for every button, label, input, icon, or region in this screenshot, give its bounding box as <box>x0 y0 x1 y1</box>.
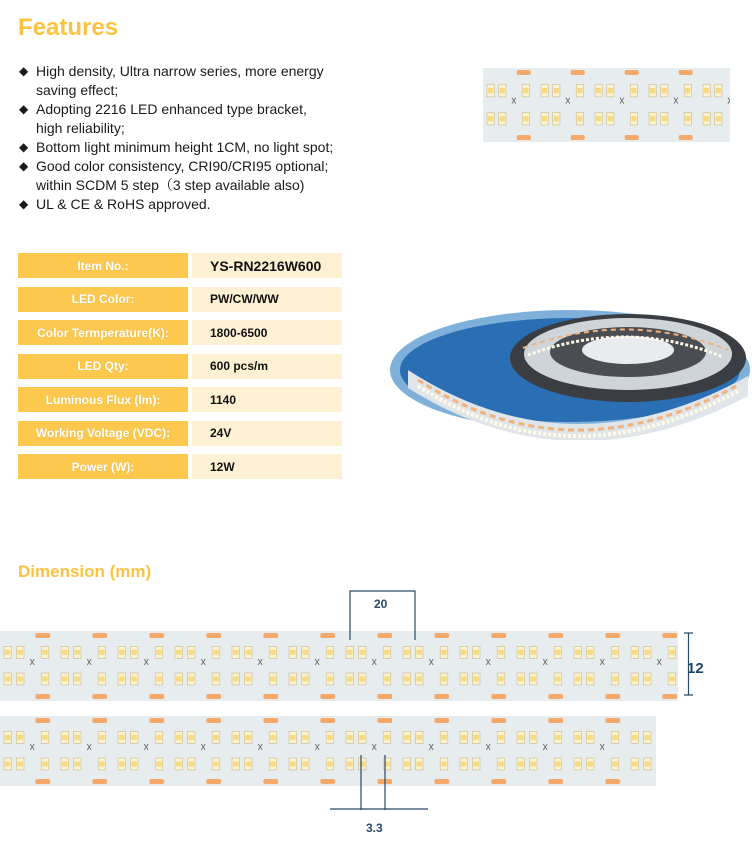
diamond-bullet-icon: ◆ <box>19 159 29 173</box>
spec-label: Luminous Flux (lm): <box>18 387 188 412</box>
spec-label: LED Color: <box>18 287 188 312</box>
feature-line: saving effect; <box>36 82 119 98</box>
spec-value: PW/CW/WW <box>192 287 342 312</box>
spec-row <box>18 454 342 479</box>
led-size-dimension-label: 3.3 <box>366 821 383 835</box>
led-reel-illustration <box>388 300 752 440</box>
spec-row <box>18 253 342 278</box>
spec-value: 24V <box>192 421 342 446</box>
spec-label: Power (W): <box>18 454 188 479</box>
dimension-title: Dimension (mm) <box>18 562 152 581</box>
led-strip-dimension-2 <box>0 716 656 786</box>
spec-label: Color Termperature(K): <box>18 320 188 345</box>
spec-value: 12W <box>192 454 342 479</box>
width-dimension-label: 12 <box>687 660 704 677</box>
feature-line: Adopting 2216 LED enhanced type bracket, <box>36 101 307 117</box>
led-strip-dimension-1 <box>0 631 678 701</box>
spec-value: 1800-6500 <box>192 320 342 345</box>
led-strip-illustration <box>0 716 656 786</box>
led-strip-illustration <box>0 631 678 701</box>
diamond-bullet-icon: ◆ <box>19 140 29 154</box>
spec-label: Item No.: <box>18 253 188 278</box>
feature-list <box>18 62 418 214</box>
spec-label: Working Voltage (VDC): <box>18 421 188 446</box>
led-strip-illustration <box>483 68 730 142</box>
feature-line: Bottom light minimum height 1CM, no light spot; <box>36 139 334 155</box>
led-size-dimension-bracket <box>330 755 430 815</box>
feature-line: within SCDM 5 step（3 step available also) <box>36 177 305 193</box>
spec-value: 600 pcs/m <box>192 354 342 379</box>
feature-item <box>18 195 418 214</box>
features-title: Features <box>18 14 119 41</box>
spec-row <box>18 387 342 412</box>
spec-row <box>18 287 342 312</box>
diamond-bullet-icon: ◆ <box>19 197 29 211</box>
feature-item <box>18 100 418 138</box>
led-strip-photo-top <box>483 68 730 142</box>
spec-value: YS-RN2216W600 <box>192 253 342 278</box>
diamond-bullet-icon: ◆ <box>19 64 29 78</box>
feature-line: High density, Ultra narrow series, more energy <box>36 63 324 79</box>
spec-table <box>18 253 342 488</box>
feature-item <box>18 138 418 157</box>
diamond-bullet-icon: ◆ <box>19 102 29 116</box>
spec-label: LED Qty: <box>18 354 188 379</box>
feature-line: Good color consistency, CRI90/CRI95 optional; <box>36 158 329 174</box>
pitch-dimension-label: 20 <box>374 597 388 611</box>
feature-line: high reliability; <box>36 120 125 136</box>
feature-line: UL & CE & RoHS approved. <box>36 196 211 212</box>
feature-item <box>18 157 418 195</box>
spec-row <box>18 320 342 345</box>
feature-item <box>18 62 418 100</box>
spec-row <box>18 421 342 446</box>
spec-row <box>18 354 342 379</box>
spec-value: 1140 <box>192 387 342 412</box>
